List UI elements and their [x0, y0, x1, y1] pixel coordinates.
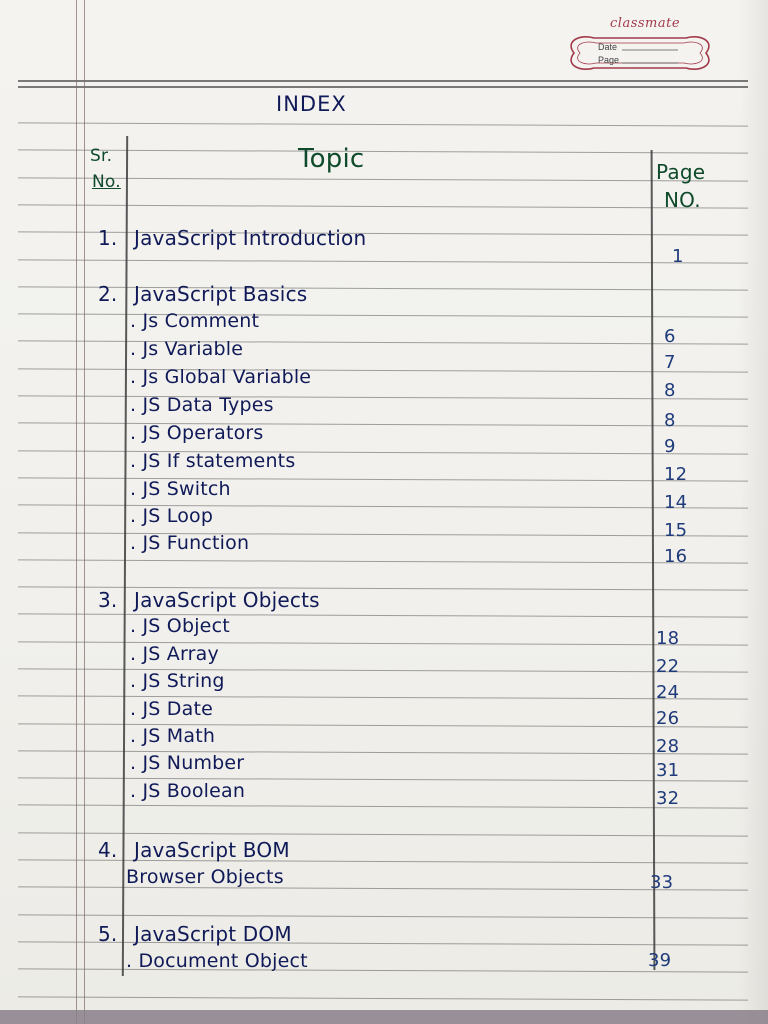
subtopic-page-number: 8 [664, 410, 676, 431]
ruled-line [18, 504, 748, 508]
ruled-line [18, 750, 748, 754]
ruled-line [18, 340, 748, 344]
entry-number: 3. [98, 588, 118, 612]
ruled-line [18, 422, 748, 426]
page-edge-shadow [738, 0, 768, 1024]
subtopic-page-number: 18 [656, 628, 680, 649]
subtopic-page-number: 15 [664, 520, 688, 541]
subtopic-item: . JS Loop [130, 505, 214, 527]
header-topic: Topic [298, 144, 365, 174]
ruled-line [18, 914, 748, 918]
subtopic-item: . JS Data Types [130, 394, 274, 416]
subtopic-page-number: 33 [650, 872, 674, 893]
header-rule [18, 86, 748, 88]
ruled-line [18, 122, 748, 126]
subtopic-item: . JS Boolean [130, 780, 246, 802]
subtopic-item: . Js Comment [130, 310, 260, 332]
header-page: Page [656, 160, 706, 184]
header-no: No. [92, 172, 121, 192]
ruled-line [18, 777, 748, 781]
date-label: Date [598, 42, 618, 52]
ruled-line [18, 477, 748, 481]
ruled-line [18, 832, 748, 836]
ruled-line [18, 941, 748, 945]
entry-topic: JavaScript Introduction [134, 226, 367, 250]
subtopic-item: . JS Function [130, 532, 250, 554]
subtopic-page-number: 28 [656, 736, 680, 757]
ruled-line [18, 723, 748, 727]
subtopic-item: . JS Array [130, 643, 219, 665]
subtopic-page-number: 12 [664, 464, 688, 485]
ruled-line [18, 368, 748, 372]
index-title: INDEX [276, 92, 347, 116]
subtopic-page-number: 14 [664, 492, 688, 513]
subtopic-page-number: 8 [664, 380, 676, 401]
entry-page-number: 1 [672, 246, 684, 267]
entry-topic: JavaScript Basics [134, 282, 308, 306]
sr-column-divider [122, 136, 128, 976]
subtopic-item: . JS Operators [130, 422, 264, 444]
subtopic-page-number: 16 [664, 546, 688, 567]
ruled-line [18, 286, 748, 290]
subtopic-page-number: 39 [648, 950, 672, 971]
ruled-line [18, 804, 748, 808]
margin-line-inner [84, 0, 85, 1024]
ruled-line [18, 559, 748, 563]
entry-topic: JavaScript DOM [134, 922, 292, 946]
entry-number: 5. [98, 922, 118, 946]
subtopic-item: . JS Number [130, 752, 245, 774]
subtopic-page-number: 32 [656, 788, 680, 809]
subtopic-page-number: 24 [656, 682, 680, 703]
entry-topic: JavaScript Objects [134, 588, 320, 612]
margin-line-outer [76, 0, 77, 1024]
subtopic-page-number: 26 [656, 708, 680, 729]
subtopic-item: . JS String [130, 670, 225, 692]
page-column-divider [651, 150, 656, 970]
subtopic-item: . JS If statements [130, 450, 296, 472]
brand-logo: classmate [610, 16, 681, 31]
ruled-line [18, 996, 748, 1000]
date-page-stamp [560, 30, 720, 76]
ruled-line [18, 395, 748, 399]
ruled-line [18, 450, 748, 454]
subtopic-item: Browser Objects [126, 866, 284, 888]
subtopic-page-number: 6 [664, 326, 676, 347]
ruled-line [18, 313, 748, 317]
subtopic-page-number: 9 [664, 436, 676, 457]
subtopic-page-number: 31 [656, 760, 680, 781]
header-rule [18, 80, 748, 82]
ruled-line [18, 695, 748, 699]
stamp-frame-icon [560, 30, 720, 76]
subtopic-page-number: 22 [656, 656, 680, 677]
subtopic-item: . JS Date [130, 698, 213, 720]
entry-number: 1. [98, 226, 118, 250]
subtopic-page-number: 7 [664, 352, 676, 373]
subtopic-item: . JS Math [130, 725, 216, 747]
page-label: Page [598, 55, 620, 65]
ruled-line [18, 859, 748, 863]
header-sr: Sr. [90, 146, 113, 166]
ruled-line [18, 586, 748, 590]
subtopic-item: . Document Object [126, 950, 308, 972]
entry-topic: JavaScript BOM [134, 838, 290, 862]
subtopic-item: . Js Global Variable [130, 366, 312, 388]
table-surface [0, 1010, 768, 1024]
entry-number: 2. [98, 282, 118, 306]
ruled-line [18, 613, 748, 617]
subtopic-item: . JS Switch [130, 478, 231, 500]
header-page-no: NO. [664, 188, 701, 212]
ruled-line [18, 532, 748, 536]
entry-number: 4. [98, 838, 118, 862]
ruled-line [18, 668, 748, 672]
subtopic-item: . JS Object [130, 615, 230, 637]
ruled-line [18, 641, 748, 645]
subtopic-item: . Js Variable [130, 338, 244, 360]
